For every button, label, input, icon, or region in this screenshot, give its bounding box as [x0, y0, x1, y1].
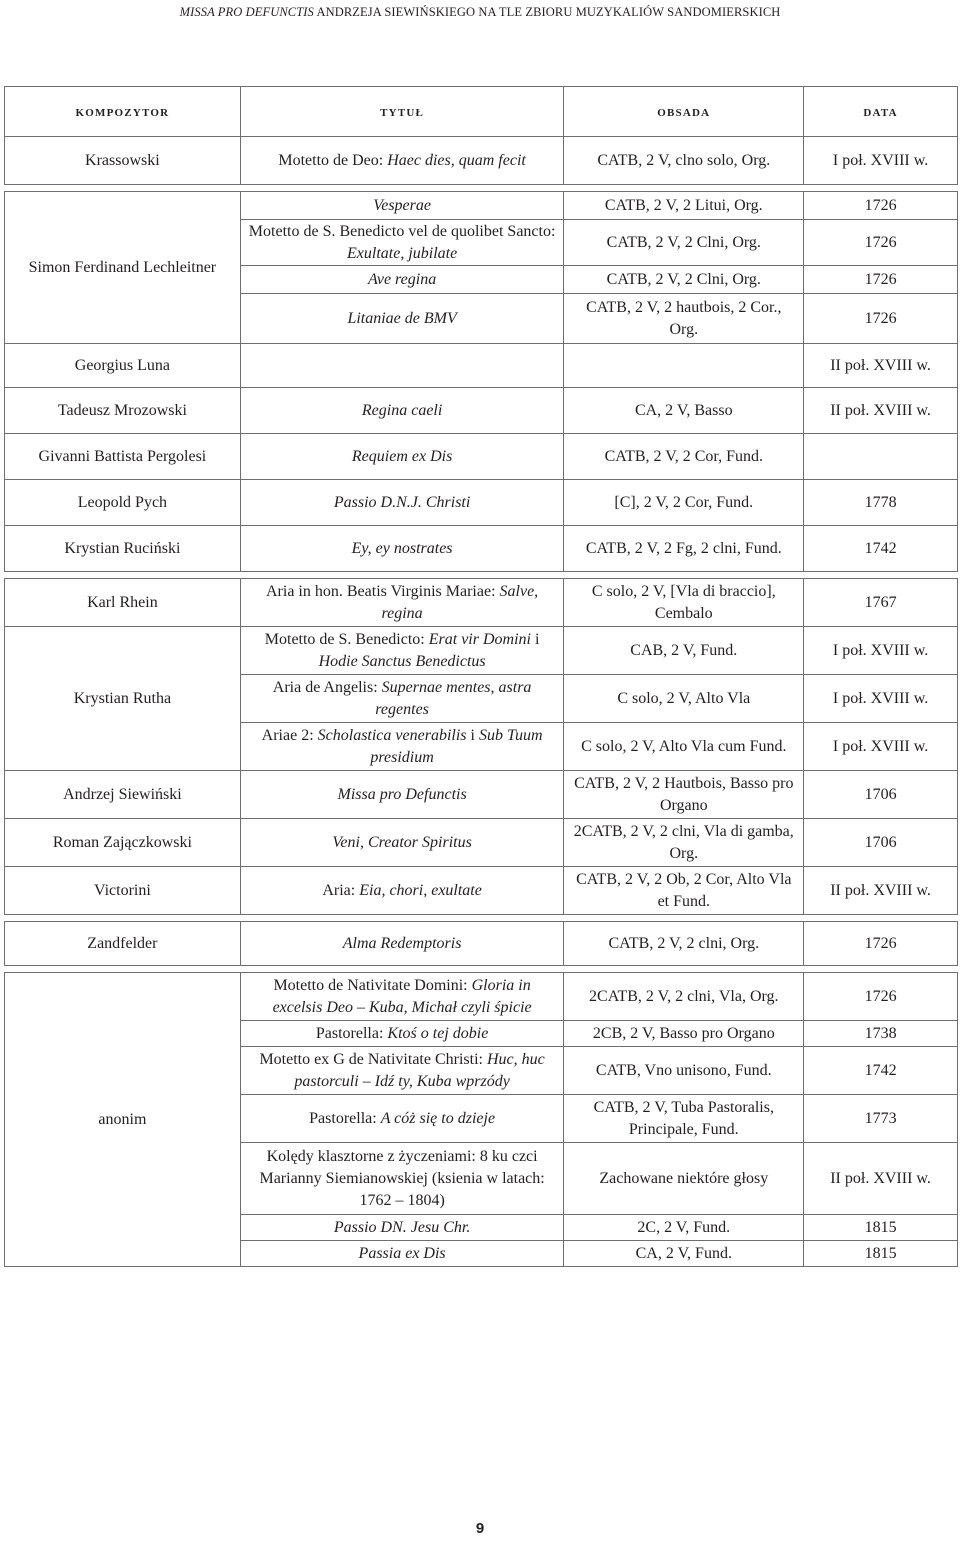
- title-part: Motetto de Nativitate Domini:: [273, 976, 472, 994]
- title-cell: [240, 867, 564, 915]
- date-cell: 1742: [804, 526, 958, 572]
- scoring-cell: CATB, 2 V, 2 Clni, Org.: [564, 266, 804, 294]
- scoring-cell: CATB, 2 V, 2 clni, Org.: [564, 922, 804, 966]
- title-italic-part: Passia ex Dis: [358, 1244, 446, 1262]
- title-part: i: [466, 726, 479, 744]
- title-italic-part: Exultate, jubilate: [347, 244, 458, 262]
- title-cell: [240, 1143, 564, 1215]
- table-row: [5, 973, 958, 1021]
- date-cell: I poł. XVIII w.: [804, 675, 958, 723]
- title-italic-part: A cóż się to dzieje: [380, 1109, 496, 1127]
- gap-cell: [5, 966, 958, 973]
- running-head: [0, 0, 960, 20]
- scoring-cell: CATB, 2 V, 2 Cor, Fund.: [564, 434, 804, 480]
- composer-cell: Karl Rhein: [5, 579, 241, 627]
- title-part: Motetto ex G de Nativitate Christi:: [259, 1050, 487, 1068]
- date-cell: II poł. XVIII w.: [804, 344, 958, 388]
- scoring-cell: Zachowane niektóre głosy: [564, 1143, 804, 1215]
- date-cell: I poł. XVIII w.: [804, 723, 958, 771]
- scoring-cell: CATB, 2 V, 2 Litui, Org.: [564, 192, 804, 220]
- title-cell: [240, 579, 564, 627]
- title-part: Aria:: [322, 881, 360, 899]
- group-gap: [5, 185, 958, 192]
- title-cell: [240, 1095, 564, 1143]
- scoring-cell: [C], 2 V, 2 Cor, Fund.: [564, 480, 804, 526]
- title-cell: [240, 1215, 564, 1241]
- title-cell: [240, 220, 564, 266]
- title-part: i: [530, 630, 540, 648]
- title-cell: [240, 819, 564, 867]
- title-cell: [240, 771, 564, 819]
- title-cell: [240, 675, 564, 723]
- scoring-cell: CATB, 2 V, 2 Ob, 2 Cor, Alto Vla et Fund.: [564, 867, 804, 915]
- scoring-cell: CAB, 2 V, Fund.: [564, 627, 804, 675]
- title-italic-part: Missa pro Defunctis: [337, 785, 467, 803]
- date-cell: II poł. XVIII w.: [804, 1143, 958, 1215]
- date-cell: I poł. XVIII w.: [804, 137, 958, 185]
- title-cell: [240, 266, 564, 294]
- table-row: [5, 526, 958, 572]
- works-table: [4, 86, 958, 1267]
- title-cell: [240, 526, 564, 572]
- date-cell: 1815: [804, 1215, 958, 1241]
- composer-cell: anonim: [5, 973, 241, 1267]
- composer-cell: Zandfelder: [5, 922, 241, 966]
- scoring-cell: CATB, 2 V, Tuba Pastoralis, Principale, Fund.: [564, 1095, 804, 1143]
- date-cell: 1726: [804, 266, 958, 294]
- title-italic-part: Passio D.N.J. Christi: [333, 493, 471, 511]
- scoring-cell: [564, 344, 804, 388]
- scoring-cell: CA, 2 V, Fund.: [564, 1241, 804, 1267]
- scoring-cell: 2CATB, 2 V, 2 clni, Vla di gamba, Org.: [564, 819, 804, 867]
- date-cell: 1706: [804, 819, 958, 867]
- table-row: [5, 579, 958, 627]
- title-part: Pastorella:: [315, 1024, 388, 1042]
- composer-cell: Krystian Ruciński: [5, 526, 241, 572]
- title-italic-part: Ey, ey nostrates: [351, 539, 453, 557]
- group-gap: [5, 572, 958, 579]
- title-italic-part: Vesperae: [373, 196, 431, 214]
- title-italic-part: Veni, Creator Spiritus: [332, 833, 472, 851]
- scoring-cell: CA, 2 V, Basso: [564, 388, 804, 434]
- gap-cell: [5, 915, 958, 922]
- title-part: Aria de Angelis:: [272, 678, 382, 696]
- table-row: [5, 480, 958, 526]
- scoring-cell: CATB, 2 V, 2 hautbois, 2 Cor., Org.: [564, 294, 804, 344]
- table-row: [5, 192, 958, 220]
- scoring-cell: CATB, Vno unisono, Fund.: [564, 1047, 804, 1095]
- title-cell: [240, 388, 564, 434]
- title-cell: [240, 192, 564, 220]
- date-cell: II poł. XVIII w.: [804, 388, 958, 434]
- title-italic-part: Eia, chori, exultate: [359, 881, 482, 899]
- table-row: [5, 867, 958, 915]
- title-cell: [240, 1241, 564, 1267]
- scoring-cell: CATB, 2 V, 2 Hautbois, Basso pro Organo: [564, 771, 804, 819]
- table-row: [5, 819, 958, 867]
- title-italic-part: Regina caeli: [361, 401, 443, 419]
- date-cell: 1706: [804, 771, 958, 819]
- header-scoring: obsada: [564, 87, 804, 137]
- title-cell: [240, 723, 564, 771]
- table-header-row: [5, 87, 958, 137]
- date-cell: 1767: [804, 579, 958, 627]
- table-row: [5, 137, 958, 185]
- scoring-cell: 2CATB, 2 V, 2 clni, Vla, Org.: [564, 973, 804, 1021]
- table-row: [5, 771, 958, 819]
- title-italic-part: Scholastica venerabilis: [317, 726, 467, 744]
- date-cell: I poł. XVIII w.: [804, 627, 958, 675]
- composer-cell: Roman Zajączkowski: [5, 819, 241, 867]
- title-italic-part: Sub Tuum presidium: [370, 726, 543, 766]
- title-part: Aria in hon. Beatis Virginis Mariae:: [266, 582, 500, 600]
- page-number: 9: [475, 1520, 485, 1537]
- table-row: [5, 627, 958, 675]
- title-cell: [240, 480, 564, 526]
- title-italic-part: Gloria in excelsis Deo – Kuba, Michał czyli śpicie: [272, 976, 532, 1016]
- title-italic-part: Passio DN. Jesu Chr.: [333, 1218, 471, 1236]
- composer-cell: Tadeusz Mrozowski: [5, 388, 241, 434]
- composer-cell: Andrzej Siewiński: [5, 771, 241, 819]
- gap-cell: [5, 185, 958, 192]
- title-cell: [240, 922, 564, 966]
- group-gap: [5, 915, 958, 922]
- date-cell: 1742: [804, 1047, 958, 1095]
- scoring-cell: C solo, 2 V, Alto Vla cum Fund.: [564, 723, 804, 771]
- date-cell: 1726: [804, 922, 958, 966]
- scoring-cell: 2CB, 2 V, Basso pro Organo: [564, 1021, 804, 1047]
- composer-cell: Krassowski: [5, 137, 241, 185]
- title-italic-part: Haec dies, quam fecit: [387, 151, 526, 169]
- composer-cell: Simon Ferdinand Lechleitner: [5, 192, 241, 344]
- date-cell: 1778: [804, 480, 958, 526]
- composer-cell: Georgius Luna: [5, 344, 241, 388]
- title-italic-part: Ave regina: [367, 270, 437, 288]
- title-italic-part: Alma Redemptoris: [342, 934, 462, 952]
- scoring-cell: CATB, 2 V, 2 Fg, 2 clni, Fund.: [564, 526, 804, 572]
- date-cell: 1726: [804, 220, 958, 266]
- title-cell: [240, 137, 564, 185]
- title-cell: [240, 434, 564, 480]
- date-cell: 1738: [804, 1021, 958, 1047]
- scoring-cell: CATB, 2 V, clno solo, Org.: [564, 137, 804, 185]
- composer-cell: Givanni Battista Pergolesi: [5, 434, 241, 480]
- composer-cell: Victorini: [5, 867, 241, 915]
- running-head-rest: ANDRZEJA SIEWIŃSKIEGO NA TLE ZBIORU MUZYKALIÓW SANDOMIERSKICH: [313, 5, 781, 19]
- date-cell: [804, 434, 958, 480]
- date-cell: 1815: [804, 1241, 958, 1267]
- title-part: Pastorella:: [309, 1109, 381, 1127]
- running-head-italic: MISSA PRO DEFUNCTIS: [179, 5, 314, 19]
- title-italic-part: Salve, regina: [381, 582, 539, 622]
- header-date: data: [804, 87, 958, 137]
- title-italic-part: Requiem ex Dis: [351, 447, 453, 465]
- title-cell: [240, 1047, 564, 1095]
- table-row: [5, 922, 958, 966]
- group-gap: [5, 966, 958, 973]
- title-italic-part: Hodie Sanctus Benedictus: [318, 652, 486, 670]
- title-cell: [240, 973, 564, 1021]
- title-cell: [240, 294, 564, 344]
- title-part: Ariae 2:: [261, 726, 318, 744]
- gap-cell: [5, 572, 958, 579]
- date-cell: 1773: [804, 1095, 958, 1143]
- header-title: tytuł: [240, 87, 564, 137]
- table-body: [5, 137, 958, 1267]
- title-part: Motetto de S. Benedicto:: [264, 630, 429, 648]
- table-row: [5, 344, 958, 388]
- title-italic-part: Supernae mentes, astra regentes: [375, 678, 532, 718]
- table-row: [5, 388, 958, 434]
- scoring-cell: 2C, 2 V, Fund.: [564, 1215, 804, 1241]
- title-part: Motetto de Deo:: [278, 151, 388, 169]
- table-row: [5, 434, 958, 480]
- header-composer: kompozytor: [5, 87, 241, 137]
- date-cell: 1726: [804, 192, 958, 220]
- title-italic-part: Erat vir Domini: [428, 630, 531, 648]
- date-cell: II poł. XVIII w.: [804, 867, 958, 915]
- scoring-cell: C solo, 2 V, [Vla di braccio], Cembalo: [564, 579, 804, 627]
- title-part: Motetto de S. Benedicto vel de quolibet Sancto:: [248, 222, 556, 240]
- composer-cell: Krystian Rutha: [5, 627, 241, 771]
- composer-cell: Leopold Pych: [5, 480, 241, 526]
- scoring-cell: C solo, 2 V, Alto Vla: [564, 675, 804, 723]
- title-cell: [240, 627, 564, 675]
- title-italic-part: Huc, huc pastorculi – Idź ty, Kuba wprzódy: [294, 1050, 545, 1090]
- title-italic-part: Litaniae de BMV: [347, 309, 457, 327]
- title-cell: [240, 344, 564, 388]
- title-italic-part: Ktoś o tej dobie: [387, 1024, 489, 1042]
- title-cell: [240, 1021, 564, 1047]
- date-cell: 1726: [804, 973, 958, 1021]
- title-part: Kolędy klasztorne z życzeniami: 8 ku czci Marianny Siemianowskiej (ksienia w latach: 1762 – 1804): [259, 1147, 545, 1209]
- date-cell: 1726: [804, 294, 958, 344]
- scoring-cell: CATB, 2 V, 2 Clni, Org.: [564, 220, 804, 266]
